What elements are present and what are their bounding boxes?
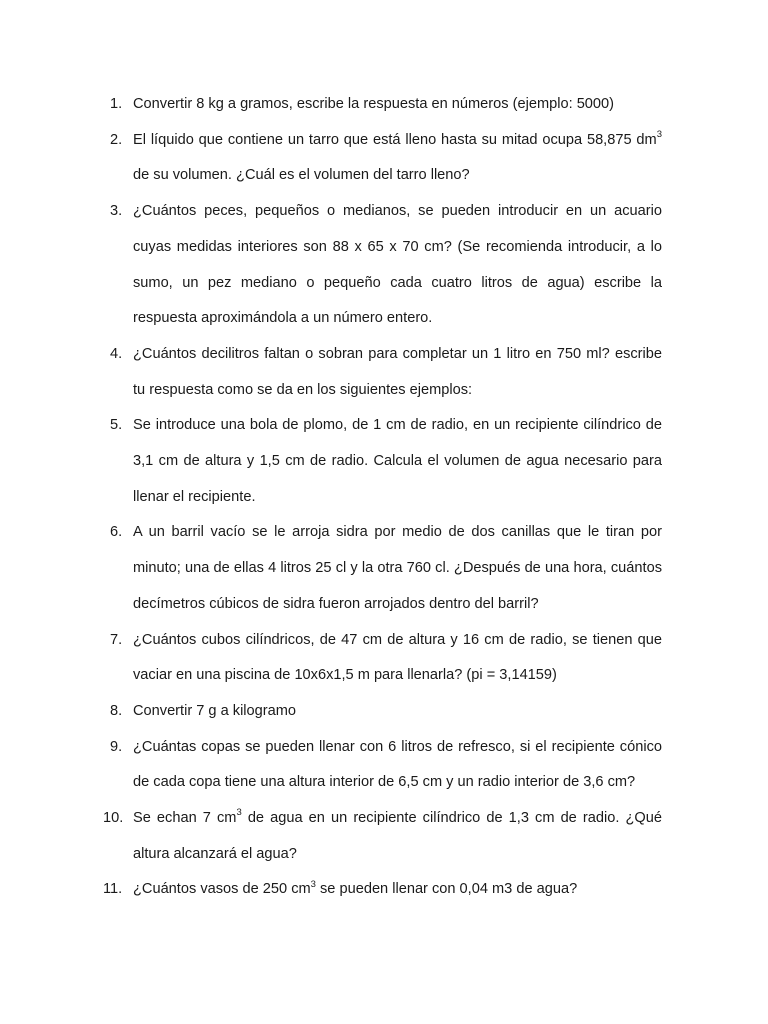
- problem-number: 9.: [110, 738, 123, 755]
- problem-text: ¿Cuántos cubos cilíndricos, de 47 cm de altura y 16 cm de radio, se tienen que vaciar en una piscina de 10x6x1,5 m para llenarla? (pi = 3,14159): [133, 631, 662, 684]
- superscript: 3: [656, 128, 662, 140]
- problem-text: Se introduce una bola de plomo, de 1 cm de radio, en un recipiente cilíndrico de 3,1 cm de altura y 1,5 cm de radio. Calcula el volumen de agua necesario para llenar el recipiente.: [133, 417, 662, 505]
- superscript: 3: [310, 878, 316, 890]
- problem-text: [133, 872, 662, 908]
- problem-text: [133, 123, 662, 194]
- problem-text-part: Se echan 7 cm: [133, 810, 237, 827]
- problem-text: ¿Cuántos peces, pequeños o medianos, se pueden introducir en un acuario cuyas medidas interiores son 88 x 65 x 70 cm? (Se recomienda introducir, a lo sumo, un pez mediano o pequeño cada cuatro litros de agua) escribe la respuesta aproximándola a un número entero.: [133, 203, 662, 327]
- problem-text-part: El líquido que contiene un tarro que está lleno hasta su mitad ocupa 58,875 dm: [133, 131, 657, 148]
- superscript: 3: [236, 807, 242, 819]
- problem-text-part: de su volumen. ¿Cuál es el volumen del tarro lleno?: [133, 167, 470, 184]
- problem-text-part: ¿Cuántos vasos de 250 cm: [133, 881, 311, 898]
- problem-item: [0, 123, 768, 194]
- problem-text: Convertir 7 g a kilogramo: [133, 702, 297, 719]
- problem-text: Convertir 8 kg a gramos, escribe la respuesta en números (ejemplo: 5000): [133, 96, 615, 112]
- problem-item: [0, 337, 768, 408]
- problem-item: [0, 194, 768, 337]
- problem-item: [0, 515, 768, 622]
- problem-number: 5.: [110, 417, 123, 434]
- problem-number: 4.: [110, 345, 123, 362]
- problem-item: [0, 408, 768, 515]
- problem-item: [0, 872, 768, 908]
- problem-number: 3.: [110, 203, 123, 220]
- problem-list: [0, 87, 768, 908]
- problem-number: 10.: [103, 810, 124, 827]
- problem-text-part: se pueden llenar con 0,04 m3 de agua?: [315, 881, 578, 898]
- problem-text: ¿Cuántas copas se pueden llenar con 6 litros de refresco, si el recipiente cónico de cada copa tiene una altura interior de 6,5 cm y un radio interior de 3,6 cm?: [133, 738, 662, 791]
- problem-text: A un barril vacío se le arroja sidra por medio de dos canillas que le tiran por minuto; una de ellas 4 litros 25 cl y la otra 760 cl. ¿Después de una hora, cuántos decímetros cúbicos de sidra fueron arrojados dentro del barril?: [133, 524, 662, 612]
- problem-text: ¿Cuántos decilitros faltan o sobran para completar un 1 litro en 750 ml? escribe tu respuesta como se da en los siguientes ejemplos:: [133, 345, 662, 398]
- problem-number: 7.: [110, 631, 123, 648]
- problem-number: 8.: [110, 702, 123, 719]
- problem-item: [0, 623, 768, 694]
- problem-item: [0, 87, 768, 123]
- problem-item: [0, 694, 768, 730]
- problem-text: [133, 801, 662, 872]
- problem-item: [0, 730, 768, 801]
- problem-number: 6.: [110, 524, 123, 541]
- problem-number: 1.: [110, 96, 123, 112]
- problem-number: 11.: [103, 881, 123, 898]
- problem-item: [0, 801, 768, 872]
- problem-number: 2.: [110, 131, 123, 148]
- problem-text-part: de agua en un recipiente cilíndrico de 1,3 cm de radio. ¿Qué altura alcanzará el agua?: [133, 810, 662, 862]
